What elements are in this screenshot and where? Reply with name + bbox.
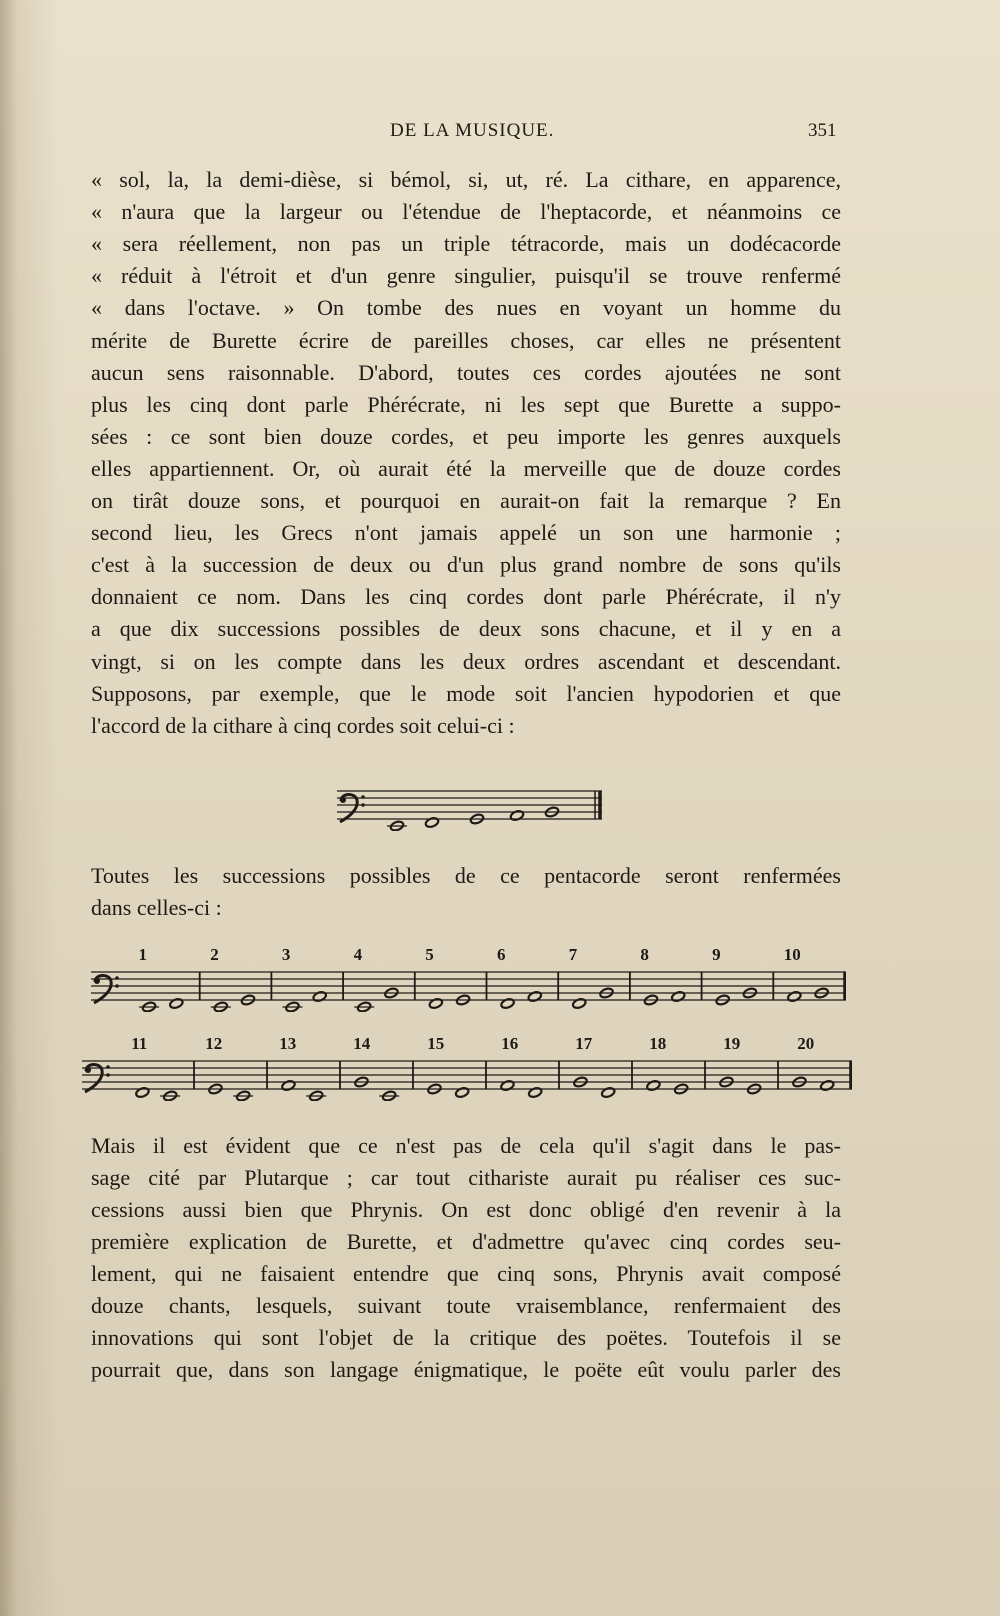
text-line: vingt, si on les compte dans les deux ordres ascendant et descendant. xyxy=(91,648,841,674)
whole-note xyxy=(601,1087,616,1099)
pentachord-staff xyxy=(337,785,602,831)
whole-note xyxy=(455,1087,470,1099)
text-line: « n'aura que la largeur ou l'étendue de l'heptacorde, et néanmoins ce xyxy=(91,199,841,225)
whole-note xyxy=(425,817,440,829)
succession-number: 6 xyxy=(497,945,506,964)
whole-note xyxy=(500,1080,515,1092)
succession-number: 19 xyxy=(723,1034,741,1053)
running-header xyxy=(0,120,1000,150)
succession-number: 7 xyxy=(568,945,578,964)
successions-staff-row-1 xyxy=(91,966,846,1012)
text-line: « sera réellement, non pas un triple tétracorde, mais un dodécacorde xyxy=(91,231,841,257)
succession-number: 18 xyxy=(649,1034,667,1053)
whole-note xyxy=(671,991,686,1003)
text-line: « sol, la, la demi-dièse, si bémol, si, ut, ré. La cithare, en apparence, xyxy=(91,167,841,192)
succession-number: 11 xyxy=(131,1034,148,1053)
successions-staff-row-2-svg xyxy=(82,1055,852,1101)
whole-note xyxy=(510,810,525,822)
whole-note xyxy=(528,1087,543,1099)
bass-clef-icon xyxy=(94,975,119,1003)
text-line: première explication de Burette, et d'admettre qu'avec cinq cordes seu- xyxy=(91,1229,841,1254)
text-line: « dans l'octave. » On tombe des nues en voyant un homme du xyxy=(91,295,841,321)
succession-number: 9 xyxy=(712,945,721,964)
text-line: second lieu, les Grecs n'ont jamais appelé un son une harmonie ; xyxy=(91,520,841,546)
text-line: donnaient ce nom. Dans les cinq cordes dont parle Phérécrate, il n'y xyxy=(91,584,841,610)
succession-number: 17 xyxy=(575,1034,593,1053)
text-line: sées : ce sont bien douze cordes, et peu importe les genres auxquels xyxy=(91,423,841,449)
running-title: DE LA MUSIQUE. xyxy=(390,120,555,141)
text-line: dans celles-ci : xyxy=(91,895,222,920)
text-line: on tirât douze sons, et pourquoi en aurait-on fait la remarque ? En xyxy=(91,488,841,513)
succession-number: 15 xyxy=(427,1034,445,1053)
text-line: lement, qui ne faisaient entendre que cinq sons, Phrynis avait composé xyxy=(91,1261,841,1286)
whole-note xyxy=(787,991,802,1003)
whole-note xyxy=(500,998,515,1010)
whole-note xyxy=(428,998,443,1010)
succession-number: 1 xyxy=(138,945,147,964)
text-line: Mais il est évident que ce n'est pas de cela qu'il s'agit dans le pas- xyxy=(91,1133,841,1158)
text-line: sage cité par Plutarque ; car tout cithariste aurait pu réaliser ces suc- xyxy=(91,1165,841,1190)
text-line: elles appartiennent. Or, où aurait été la merveille que de douze cordes xyxy=(91,455,841,481)
succession-number: 16 xyxy=(501,1034,519,1053)
succession-number: 5 xyxy=(425,945,434,964)
whole-note xyxy=(312,991,327,1003)
text-line: pourrait que, dans son langage énigmatique, le poëte eût voulu parler des xyxy=(91,1357,841,1382)
succession-number: 2 xyxy=(210,945,219,964)
pentachord-staff-svg xyxy=(337,785,602,831)
text-line: aucun sens raisonnable. D'abord, toutes ces cordes ajoutées ne sont xyxy=(91,359,841,385)
whole-note xyxy=(135,1087,150,1099)
text-line: l'accord de la cithare à cinq cordes soit celui-ci : xyxy=(91,712,515,738)
text-line: innovations qui sont l'objet de la critique des poëtes. Toutefois il se xyxy=(91,1325,841,1350)
bass-clef-icon xyxy=(340,794,365,822)
text-line: cessions aussi bien que Phrynis. On est donc obligé d'en revenir à la xyxy=(91,1197,841,1222)
succession-number: 8 xyxy=(640,945,649,964)
text-line: douze chants, lesquels, suivant toute vraisemblance, renfermaient des xyxy=(91,1293,841,1318)
text-line: c'est à la succession de deux ou d'un plus grand nombre de sons qu'ils xyxy=(91,552,841,578)
whole-note xyxy=(527,991,542,1003)
text-line: « réduit à l'étroit et d'un genre singulier, puisqu'il se trouve renfermé xyxy=(91,263,841,289)
succession-number: 10 xyxy=(783,945,801,964)
whole-note xyxy=(572,998,587,1010)
successions-staff-row-1-svg xyxy=(91,966,846,1012)
text-line: Toutes les successions possibles de ce pentacorde seront renfermées xyxy=(91,863,841,888)
succession-number: 14 xyxy=(353,1034,371,1053)
succession-number: 3 xyxy=(281,945,291,964)
whole-note xyxy=(820,1080,835,1092)
whole-note xyxy=(646,1080,661,1092)
whole-note xyxy=(169,998,184,1010)
text-line: Supposons, par exemple, que le mode soit l'ancien hypodorien et que xyxy=(91,680,841,706)
succession-number: 12 xyxy=(205,1034,223,1053)
bass-clef-icon xyxy=(85,1064,110,1092)
text-line: mérite de Burette écrire de pareilles choses, car elles ne présentent xyxy=(91,327,841,353)
text-line: plus les cinq dont parle Phérécrate, ni les sept que Burette a suppo- xyxy=(91,391,841,417)
whole-note xyxy=(281,1080,296,1092)
text-line: a que dix successions possibles de deux sons chacune, et il y en a xyxy=(91,616,841,642)
succession-number: 20 xyxy=(797,1034,815,1053)
successions-staff-row-2 xyxy=(82,1055,852,1101)
succession-number: 4 xyxy=(353,945,363,964)
succession-number: 13 xyxy=(279,1034,297,1053)
page-number: 351 xyxy=(808,120,837,141)
